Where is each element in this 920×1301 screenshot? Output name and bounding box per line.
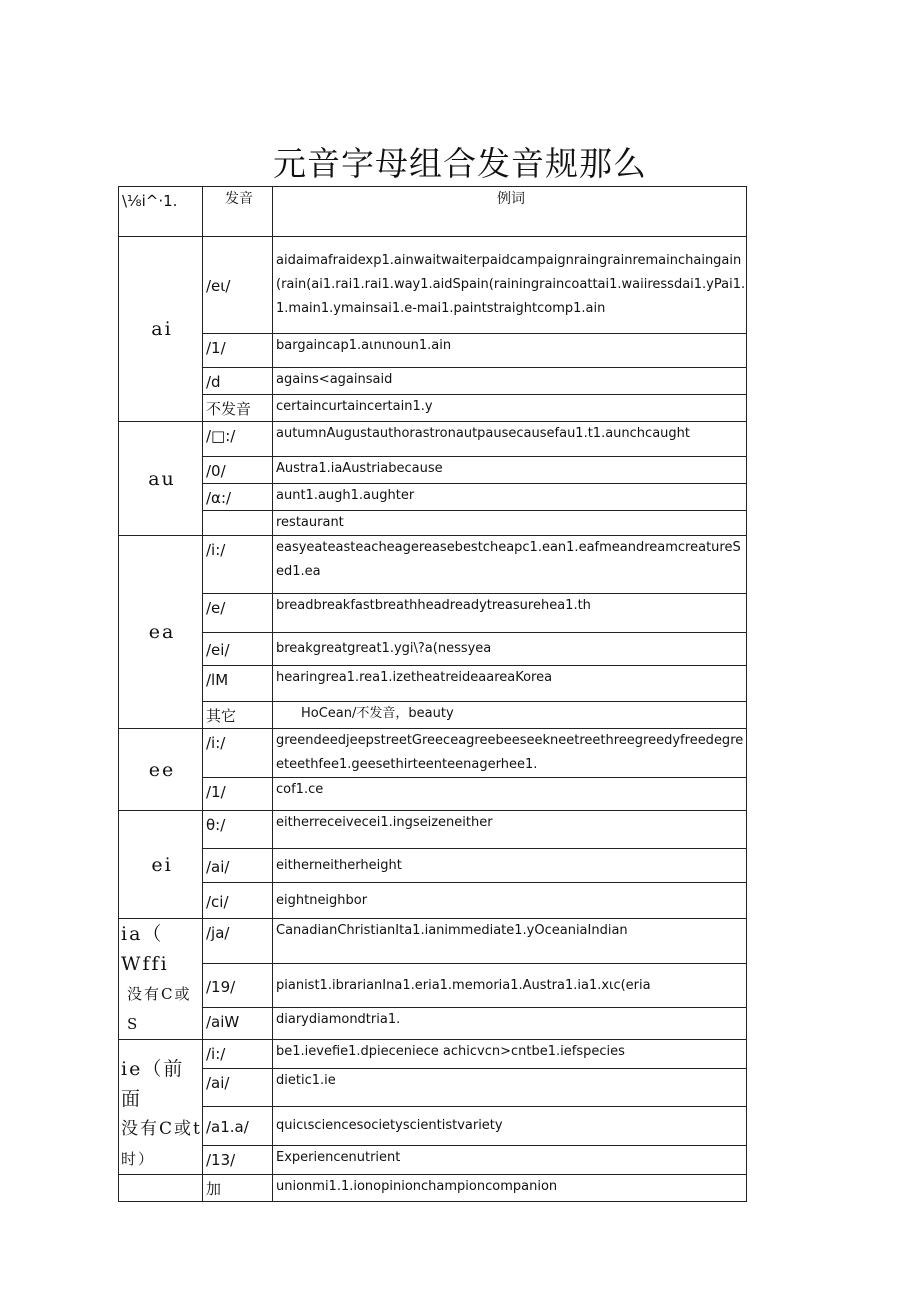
words-cell: greendeedjeepstreetGreeceagreebeeseekneetreethreegreedyfreedegreeteethfee1.geesethirteenteenagerhee1. [273,729,747,778]
words-cell: Experiencenutrient [273,1145,747,1174]
words-cell: eitherreceivecei1.ingseizeneither [273,811,747,849]
combo-ai: ai [119,237,203,422]
header-combination: \⅛i^·1. [119,187,203,237]
combo-ei: ei [119,811,203,919]
words-cell: breadbreakfastbreathheadreadytreasurehea1.th [273,594,747,633]
table-row [119,237,747,334]
table-row [119,883,747,919]
sound-cell: /lM [203,666,273,702]
sound-cell: /aiW [203,1007,273,1039]
table-row [119,1007,747,1039]
table-row [119,1175,747,1202]
words-cell: be1.ievefie1.dpieceniece achicvcn>cntbe1.iefspecies [273,1040,747,1069]
table-row [119,457,747,484]
sound-cell: 其它 [203,702,273,729]
table-row [119,729,747,778]
words-cell: HoCean/不发音，beauty [273,702,747,729]
table-row [119,849,747,883]
table-row [119,666,747,702]
words-cell: certaincurtaincertain1.y [273,395,747,422]
table-row [119,594,747,633]
sound-cell: /ei/ [203,633,273,666]
words-cell: eightneighbor [273,883,747,919]
combo-line: ia（ [121,923,164,945]
table-row [119,334,747,368]
words-cell: easyeateasteacheagereasebestcheapc1.ean1.eafmeandreamcreatureSed1.ea [273,536,747,594]
words-cell: diarydiamondtria1. [273,1007,747,1039]
sound-cell: /i:/ [203,1040,273,1069]
sound-cell: /d [203,368,273,395]
table-row [119,1069,747,1107]
words-cell: hearingrea1.rea1.izetheatreideaareaKorea [273,666,747,702]
header-row [119,187,747,237]
table-row [119,368,747,395]
sound-cell: /a1.a/ [203,1106,273,1145]
words-cell: aunt1.augh1.aughter [273,484,747,511]
words-cell: restaurant [273,511,747,536]
combo-line: 没有C或t [121,1119,202,1139]
table-row [119,422,747,457]
sound-cell: /ai/ [203,1069,273,1107]
combo-ia [119,919,203,1040]
combo-ea: ea [119,536,203,729]
vowel-combination-table [118,186,747,1202]
combo-line: ie（前面 [121,1058,185,1110]
sound-cell: /19/ [203,964,273,1008]
combo-empty [119,1175,203,1202]
sound-cell: /□:/ [203,422,273,457]
words-cell: pianist1.ibrarianIna1.eria1.memoria1.Austra1.ia1.xιc(eria [273,964,747,1008]
sound-cell: /i:/ [203,536,273,594]
table-row [119,919,747,964]
words-cell: eitherneitherheight [273,849,747,883]
table-row [119,536,747,594]
table-row [119,633,747,666]
sound-cell: /ja/ [203,919,273,964]
table-row [119,811,747,849]
table-row [119,1106,747,1145]
page-title: 元音字母组合发音规那么 [273,144,647,183]
sound-cell: /ci/ [203,883,273,919]
sound-cell: /1/ [203,778,273,811]
table-row [119,395,747,422]
sound-cell: /0/ [203,457,273,484]
table-row [119,964,747,1008]
sound-cell: θ:/ [203,811,273,849]
combo-line: 没有C或S [127,985,192,1033]
words-cell: breakgreatgreat1.ygi\?a(nessyea [273,633,747,666]
sound-cell: /α:/ [203,484,273,511]
table-row [119,778,747,811]
table-row [119,702,747,729]
sound-cell: /e/ [203,594,273,633]
words-cell: CanadianChristianIta1.ianimmediate1.yOceaniaIndian [273,919,747,964]
header-sound: 发音 [203,187,273,237]
sound-cell [203,511,273,536]
sound-cell: /i:/ [203,729,273,778]
words-cell: cof1.ce [273,778,747,811]
combo-ee: ee [119,729,203,811]
words-cell: bargaincap1.aιnιnoun1.ain [273,334,747,368]
sound-cell: /1/ [203,334,273,368]
table-row [119,484,747,511]
sound-cell: 不发音 [203,395,273,422]
combo-ie [119,1040,203,1175]
sound-cell: /ai/ [203,849,273,883]
words-cell: dietic1.ie [273,1069,747,1107]
sound-cell: /13/ [203,1145,273,1174]
header-examples: 例词 [273,187,747,237]
words-cell: Austra1.iaAustriabecause [273,457,747,484]
table-row [119,1040,747,1069]
words-cell: agains<againsaid [273,368,747,395]
combo-au: au [119,422,203,536]
words-cell: aidaimafraidexp1.ainwaitwaiterpaidcampaignraingrainremainchaingain(rain(ai1.rai1.rai1.way1.aidSpain(rainingraincoattai1.waiiressdai1.yPai1.1.main1.ymainsai1.e-mai1.paintstraightcomp1.ain [273,237,747,334]
combo-line: Wffi [121,953,169,975]
words-cell: autumnAugustauthorastronautpausecausefau1.t1.aunchcaught [273,422,747,457]
words-cell: quicιsciencesocietyscientistvariety [273,1106,747,1145]
sound-cell: /eι/ [203,237,273,334]
table-row [119,1145,747,1174]
table-row [119,511,747,536]
combo-line: 时） [121,1150,156,1168]
words-cell: unionmi1.1.ionopinionchampioncompanion [273,1175,747,1202]
sound-cell: 加 [203,1175,273,1202]
